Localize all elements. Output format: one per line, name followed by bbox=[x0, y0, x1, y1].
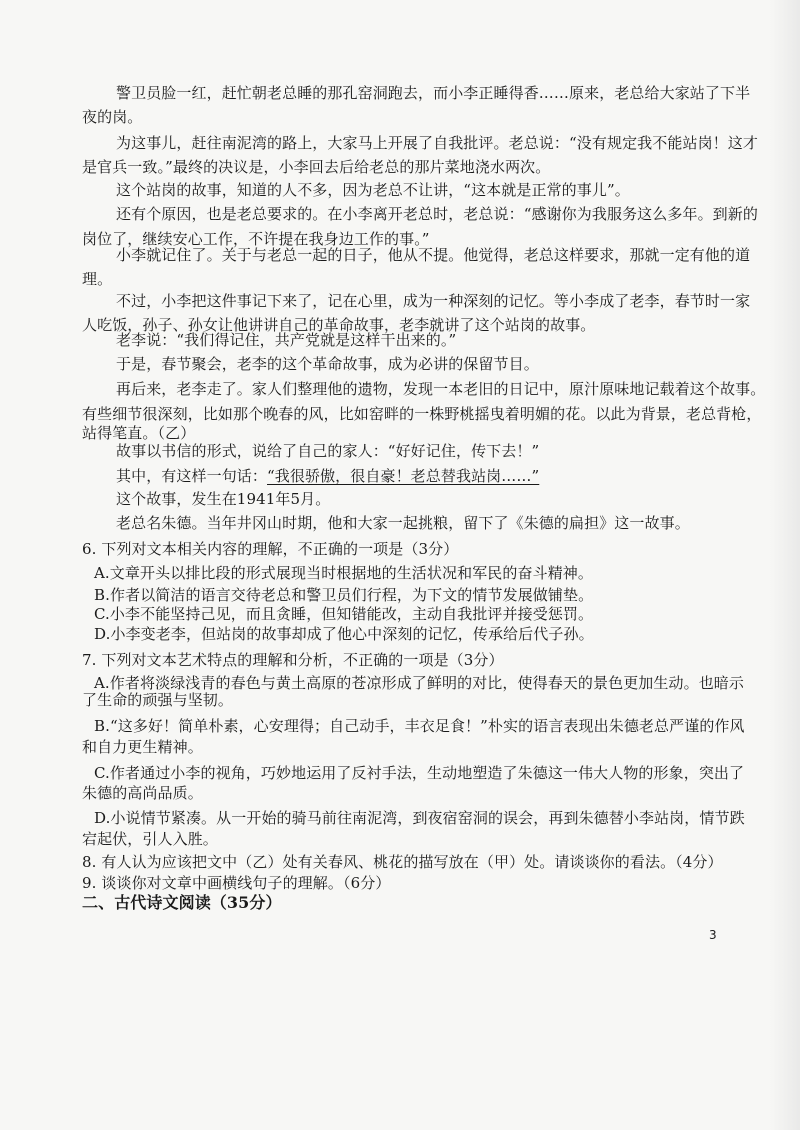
underlined-sentence: “我很骄傲，很自豪！老总替我站岗……” bbox=[267, 467, 540, 485]
option-c: C.作者通过小李的视角，巧妙地运用了反衬手法，生动地塑造了朱德这一伟大人物的形象，突出了 bbox=[94, 764, 745, 782]
question-9: 9. 谈谈你对文章中画横线句子的理解。（6分） bbox=[82, 874, 391, 892]
section-heading: 二、古代诗文阅读（35分） bbox=[82, 893, 282, 912]
option-c: C.小李不能坚持己见，而且贪睡，但知错能改，主动自我批评并接受惩罚。 bbox=[94, 605, 594, 623]
page-number: 3 bbox=[709, 928, 717, 942]
option-d: D.小说情节紧凑。从一开始的骑马前往南泥湾，到夜宿窑洞的误会，再到朱德替小李站岗，情节跌 bbox=[94, 809, 745, 827]
option-a-cont: 了生命的顽强与坚韧。 bbox=[82, 691, 234, 709]
text-line: 故事以书信的形式，说给了自己的家人：“好好记住，传下去！” bbox=[116, 442, 540, 460]
text-line: 人吃饭，孙子、孙女让他讲讲自己的革命故事，老李就讲了这个站岗的故事。 bbox=[82, 316, 596, 334]
option-b-cont: 和自力更生精神。 bbox=[82, 738, 203, 756]
text-line: 有些细节很深刻，比如那个晚春的风，比如窑畔的一株野桃摇曳着明媚的花。以此为背景，老总背枪， bbox=[82, 405, 762, 423]
option-b: B.作者以简洁的语言交待老总和警卫员们行程，为下文的情节发展做铺垫。 bbox=[94, 586, 594, 604]
text-line: 老李说：“我们得记住，共产党就是这样干出来的。” bbox=[116, 331, 457, 349]
text-line: 是官兵一致。”最终的决议是，小李回去后给老总的那片菜地浇水两次。 bbox=[82, 158, 551, 176]
text-line: 为这事儿，赶往南泥湾的路上，大家马上开展了自我批评。老总说：“没有规定我不能站岗！这才 bbox=[116, 134, 758, 152]
option-b: B.“这多好！简单朴素，心安理得；自己动手，丰衣足食！”朴实的语言表现出朱德老总严谨的作风 bbox=[94, 717, 745, 735]
text-line: 还有个原因，也是老总要求的。在小李离开老总时，老总说：“感谢你为我服务这么多年。到新的 bbox=[116, 205, 758, 223]
option-a: A.作者将淡绿浅青的春色与黄土高原的苍凉形成了鲜明的对比，使得春天的景色更加生动。也暗示 bbox=[94, 674, 745, 692]
text-line: 夜的岗。 bbox=[82, 108, 143, 126]
text-line: 这个故事，发生在1941年5月。 bbox=[116, 490, 331, 508]
text-line bbox=[116, 466, 539, 486]
question-6: 6. 下列对文本相关内容的理解，不正确的一项是（3分） bbox=[82, 540, 459, 558]
question-7: 7. 下列对文本艺术特点的理解和分析，不正确的一项是（3分） bbox=[82, 651, 504, 669]
option-a: A.文章开头以排比段的形式展现当时根据地的生活状况和军民的奋斗精神。 bbox=[94, 564, 594, 582]
text-line: 警卫员脸一红，赶忙朝老总睡的那孔窑洞跑去，而小李正睡得香……原来，老总给大家站了下半 bbox=[116, 84, 751, 102]
option-d-cont: 宕起伏，引人入胜。 bbox=[82, 830, 218, 848]
scan-edge-shadow bbox=[770, 0, 800, 1130]
text-line: 理。 bbox=[82, 270, 113, 288]
text-line: 于是，春节聚会，老李的这个革命故事，成为必讲的保留节目。 bbox=[116, 355, 539, 373]
question-8: 8. 有人认为应该把文中（乙）处有关春风、桃花的描写放在（甲）处。请谈谈你的看法。（4分） bbox=[82, 853, 723, 871]
text-line: 再后来，老李走了。家人们整理他的遗物，发现一本老旧的日记中，原汁原味地记载着这个故事。 bbox=[116, 380, 766, 398]
option-c-cont: 朱德的高尚品质。 bbox=[82, 784, 203, 802]
text-line: 这个站岗的故事，知道的人不多，因为老总不让讲，“这本就是正常的事儿”。 bbox=[116, 181, 630, 199]
text-line: 岗位了，继续安心工作，不许提在我身边工作的事。” bbox=[82, 230, 430, 248]
text-line: 小李就记住了。关于与老总一起的日子，他从不提。他觉得，老总这样要求，那就一定有他的道 bbox=[116, 246, 751, 264]
option-d: D.小李变老李，但站岗的故事却成了他心中深刻的记忆，传承给后代子孙。 bbox=[94, 625, 594, 643]
text-line-prefix: 其中，有这样一句话： bbox=[116, 467, 268, 485]
text-line: 老总名朱德。当年井冈山时期，他和大家一起挑粮，留下了《朱德的扁担》这一故事。 bbox=[116, 514, 690, 532]
text-line: 不过，小李把这件事记下来了，记在心里，成为一种深刻的记忆。等小李成了老李，春节时一家 bbox=[116, 292, 751, 310]
text-line: 站得笔直。（乙） bbox=[82, 424, 196, 442]
